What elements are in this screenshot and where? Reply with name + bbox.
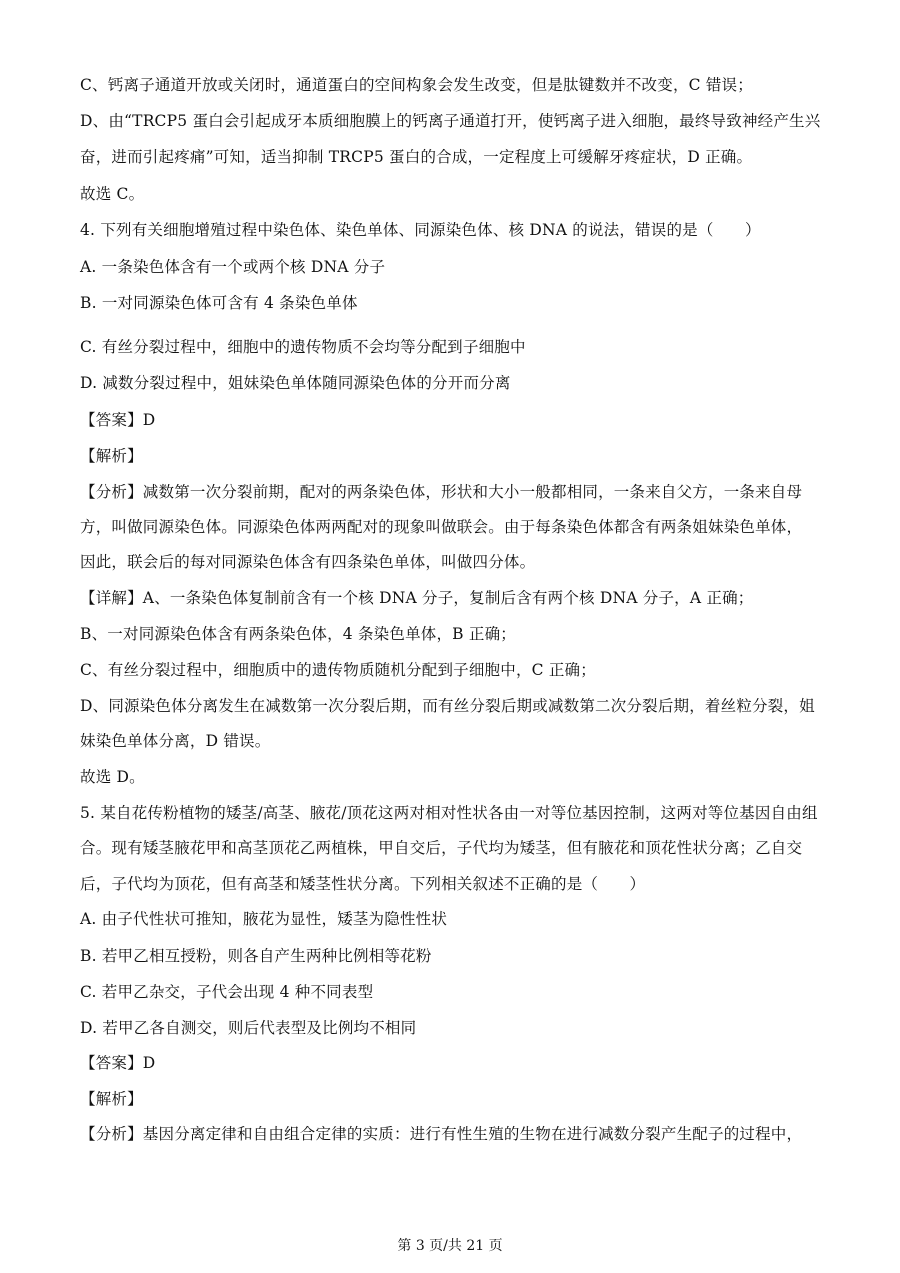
text-line: 【详解】A、一条染色体复制前含有一个核 DNA 分子，复制后含有两个核 DNA 分子，A 正确；	[80, 589, 754, 607]
text-line: 故选 C。	[80, 185, 145, 203]
text-line: 故选 D。	[80, 768, 145, 786]
text-line: B、一对同源染色体含有两条染色体，4 条染色单体，B 正确；	[80, 625, 516, 643]
text-line: 【分析】减数第一次分裂前期，配对的两条染色体，形状和大小一般都相同，一条来自父方，一条来自母	[80, 483, 803, 501]
question-5-option-c: C. 若甲乙杂交，子代会出现 4 种不同表型	[80, 983, 374, 1001]
question-5-stem: 5. 某自花传粉植物的矮茎/高茎、腋花/顶花这两对相对性状各由一对等位基因控制，这两对等位基因自由组	[80, 804, 818, 822]
analysis-label: 【解析】	[80, 1090, 143, 1108]
question-5-option-b: B. 若甲乙相互授粉，则各自产生两种比例相等花粉	[80, 947, 432, 965]
question-4-option-c: C. 有丝分裂过程中，细胞中的遗传物质不会均等分配到子细胞中	[80, 338, 526, 356]
answer-label: 【答案】D	[80, 411, 156, 429]
text-line: 方，叫做同源染色体。同源染色体两两配对的现象叫做联会。由于每条染色体都含有两条姐妹染色单体，	[80, 518, 803, 536]
question-5-stem: 合。现有矮茎腋花甲和高茎顶花乙两植株，甲自交后，子代均为矮茎，但有腋花和顶花性状分离；乙自交	[80, 839, 803, 857]
text-line: 奋，进而引起疼痛”可知，适当抑制 TRCP5 蛋白的合成，一定程度上可缓解牙疼症状，D 正确。	[80, 148, 753, 166]
question-4-option-d: D. 减数分裂过程中，姐妹染色单体随同源染色体的分开而分离	[80, 374, 511, 392]
question-4-stem: 4. 下列有关细胞增殖过程中染色体、染色单体、同源染色体、核 DNA 的说法，错误的是（ ）	[80, 221, 761, 239]
question-5-stem: 后，子代均为顶花，但有高茎和矮茎性状分离。下列相关叙述不正确的是（ ）	[80, 875, 646, 893]
text-line: 【分析】基因分离定律和自由组合定律的实质：进行有性生殖的生物在进行减数分裂产生配子的过程中，	[80, 1125, 803, 1143]
question-5-option-d: D. 若甲乙各自测交，则后代表型及比例均不相同	[80, 1019, 417, 1037]
analysis-label: 【解析】	[80, 447, 143, 465]
text-line: D、同源染色体分离发生在减数第一次分裂后期，而有丝分裂后期或减数第二次分裂后期，着丝粒分裂，姐	[80, 697, 815, 715]
text-line: D、由“TRCP5 蛋白会引起成牙本质细胞膜上的钙离子通道打开，使钙离子进入细胞，最终导致神经产生兴	[80, 112, 821, 130]
page-number-footer: 第 3 页/共 21 页	[397, 1238, 503, 1254]
answer-label: 【答案】D	[80, 1054, 156, 1072]
question-4-option-a: A. 一条染色体含有一个或两个核 DNA 分子	[80, 258, 386, 276]
question-5-option-a: A. 由子代性状可推知，腋花为显性，矮茎为隐性性状	[80, 910, 448, 928]
text-line: 妹染色单体分离，D 错误。	[80, 732, 271, 750]
text-line: C、钙离子通道开放或关闭时，通道蛋白的空间构象会发生改变，但是肽键数并不改变，C 错误；	[80, 76, 753, 94]
text-line: 因此，联会后的每对同源染色体含有四条染色单体，叫做四分体。	[80, 553, 536, 571]
text-line: C、有丝分裂过程中，细胞质中的遗传物质随机分配到子细胞中，C 正确；	[80, 661, 596, 679]
question-4-option-b: B. 一对同源染色体可含有 4 条染色单体	[80, 294, 358, 312]
